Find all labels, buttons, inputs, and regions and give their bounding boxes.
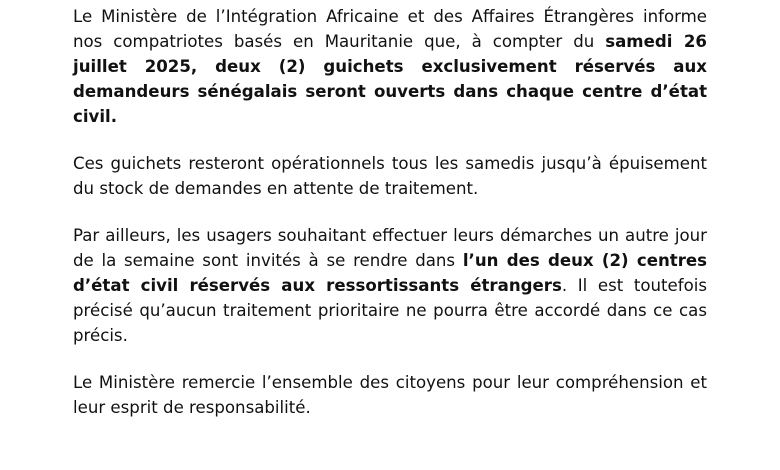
- paragraph-thanks: [73, 370, 707, 420]
- text-run: . Il est toutefois précisé qu’aucun traitement prioritaire ne pourra être accordé dans ce cas précis.: [73, 276, 707, 345]
- text-run: Le Ministère de l’Intégration Africaine et des Affaires Étrangères informe nos compatriotes basés en Mauritanie que, à compter du: [73, 7, 707, 51]
- paragraph-saturdays: [73, 151, 707, 201]
- text-run: Par ailleurs, les usagers souhaitant effectuer leurs démarches un autre jour de la semaine sont invités à se rendre dans: [73, 226, 707, 270]
- communique-body: [73, 4, 707, 442]
- text-run: Le Ministère remercie l’ensemble des citoyens pour leur compréhension et leur esprit de responsabilité.: [73, 373, 707, 417]
- paragraph-other-days: [73, 223, 707, 348]
- bold-run-date-guichets: samedi 26 juillet 2025, deux (2) guichets exclusivement réservés aux demandeurs sénégalais seront ouverts dans chaque centre d’état civil.: [73, 32, 707, 126]
- paragraph-announcement: [73, 4, 707, 129]
- bold-run-centres: l’un des deux (2) centres d’état civil réservés aux ressortissants étrangers: [73, 251, 708, 295]
- text-run: Ces guichets resteront opérationnels tous les samedis jusqu’à épuisement du stock de demandes en attente de traitement.: [73, 154, 707, 198]
